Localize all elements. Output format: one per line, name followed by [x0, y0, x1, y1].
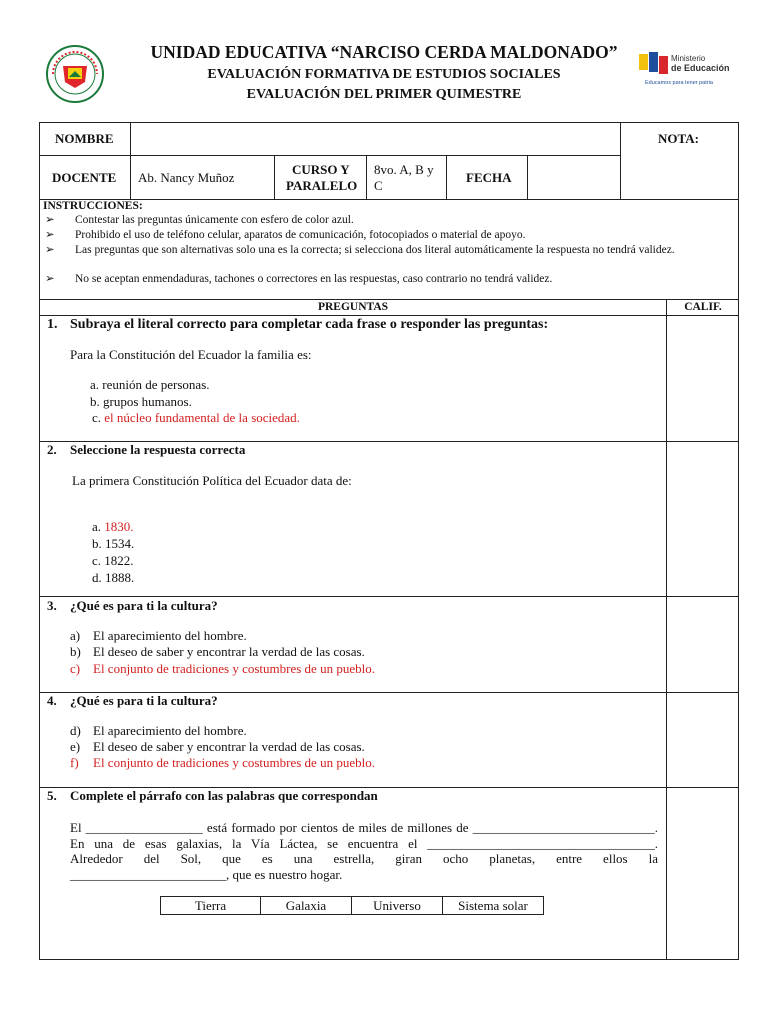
instruction-item: ➢ Las preguntas que son alternativas solo una es la correcta; si selecciona dos literal automáticamente la respuesta no tendrá validez. — [45, 244, 675, 256]
question-title: Subraya el literal correcto para completar cada frase o responder las preguntas: — [70, 317, 549, 332]
curso-value-line2: C — [374, 178, 383, 193]
arrow-bullet-icon: ➢ — [45, 273, 55, 285]
instruction-item: ➢ No se aceptan enmendaduras, tachones o correctores en las respuestas, caso contrario no tendrá validez. — [45, 273, 553, 285]
paragraph-line: Alrededor del Sol, que es una estrella, giran ocho planetas, entre ellos la — [70, 851, 658, 866]
answer-option-correct[interactable]: c. el núcleo fundamental de la sociedad. — [92, 410, 300, 425]
paragraph-line: En una de esas galaxias, la Vía Láctea, se encuentra el ___________________________________. — [70, 835, 658, 851]
curso-label-line1: CURSO Y — [292, 162, 350, 177]
question-number: 5. — [47, 788, 57, 803]
instruction-item: ➢ Contestar las preguntas únicamente con esfero de color azul. — [45, 214, 354, 226]
paragraph-line: El __________________ está formado por cientos de miles de millones de ____________________________. — [70, 820, 658, 835]
nombre-field[interactable] — [131, 123, 619, 154]
fecha-field[interactable] — [528, 156, 619, 199]
grade-field-q3[interactable] — [667, 597, 738, 691]
nota-label: NOTA: — [658, 131, 699, 146]
answer-option[interactable]: d) El aparecimiento del hombre. — [70, 723, 247, 738]
answer-option[interactable]: a) El aparecimiento del hombre. — [70, 628, 247, 643]
grade-field-q1[interactable] — [667, 316, 738, 440]
paragraph-line: ________________________, que es nuestro hogar. — [70, 866, 343, 882]
ministry-name-1: Ministerio — [671, 54, 706, 63]
ministry-name-2: de Educación — [671, 63, 730, 73]
question-title: ¿Qué es para ti la cultura? — [70, 693, 218, 708]
exam-period: EVALUACIÓN DEL PRIMER QUIMESTRE — [246, 87, 522, 102]
answer-option-correct[interactable]: f) El conjunto de tradiciones y costumbres de un pueblo. — [70, 755, 375, 770]
question-title: Seleccione la respuesta correcta — [70, 442, 246, 457]
arrow-bullet-icon: ➢ — [45, 229, 55, 241]
answer-option[interactable]: d. 1888. — [92, 570, 135, 585]
fill-in-paragraph[interactable] — [70, 820, 658, 882]
grade-field-q5[interactable] — [667, 788, 738, 959]
question-number: 1. — [47, 317, 58, 332]
question-number: 4. — [47, 693, 57, 708]
question-title: Complete el párrafo con las palabras que correspondan — [70, 788, 378, 803]
question-prompt: Para la Constitución del Ecuador la familia es: — [70, 347, 312, 362]
word-bank-item: Tierra — [161, 897, 261, 915]
question-title: ¿Qué es para ti la cultura? — [70, 598, 218, 613]
answer-option-correct[interactable]: a. 1830. — [92, 519, 134, 534]
question-number: 3. — [47, 598, 57, 613]
curso-value-line1: 8vo. A, B y — [374, 162, 434, 177]
curso-label-line2: PARALELO — [286, 178, 358, 193]
answer-option-correct[interactable]: c) El conjunto de tradiciones y costumbres de un pueblo. — [70, 661, 375, 676]
exam-subtitle: EVALUACIÓN FORMATIVA DE ESTUDIOS SOCIALES — [207, 67, 561, 82]
question-prompt: La primera Constitución Política del Ecuador data de: — [72, 473, 352, 488]
answer-option[interactable]: a. reunión de personas. — [90, 377, 210, 392]
instruction-item: ➢ Prohibido el uso de teléfono celular, aparatos de comunicación, fotocopiados o material de apoyo. — [45, 229, 526, 241]
grade-field-q2[interactable] — [667, 442, 738, 595]
arrow-bullet-icon: ➢ — [45, 214, 55, 226]
instructions-title: INSTRUCCIONES: — [43, 200, 143, 212]
docente-value: Ab. Nancy Muñoz — [138, 170, 235, 185]
questions-column-header: PREGUNTAS — [317, 301, 389, 313]
grade-column-header: CALIF. — [684, 301, 722, 313]
arrow-bullet-icon: ➢ — [45, 244, 55, 256]
word-bank-item: Sistema solar — [443, 897, 544, 915]
nombre-label: NOMBRE — [55, 131, 114, 146]
answer-option[interactable]: b. 1534. — [92, 536, 135, 551]
docente-label: DOCENTE — [52, 170, 117, 185]
ministry-logo — [639, 52, 731, 92]
grade-field-q4[interactable] — [667, 693, 738, 786]
question-number: 2. — [47, 442, 57, 457]
school-name: UNIDAD EDUCATIVA “NARCISO CERDA MALDONADO” — [150, 42, 618, 62]
answer-option[interactable]: e) El deseo de saber y encontrar la verdad de las cosas. — [70, 739, 365, 754]
answer-option[interactable]: c. 1822. — [92, 553, 134, 568]
answer-option[interactable]: b) El deseo de saber y encontrar la verdad de las cosas. — [70, 644, 365, 659]
word-bank-item: Galaxia — [261, 897, 352, 915]
answer-option[interactable]: b. grupos humanos. — [90, 394, 192, 409]
ministry-tagline: Educamos para tener patria — [645, 80, 713, 86]
word-bank-item: Universo — [352, 897, 443, 915]
word-bank-table — [160, 896, 544, 915]
fecha-label: FECHA — [466, 170, 512, 185]
